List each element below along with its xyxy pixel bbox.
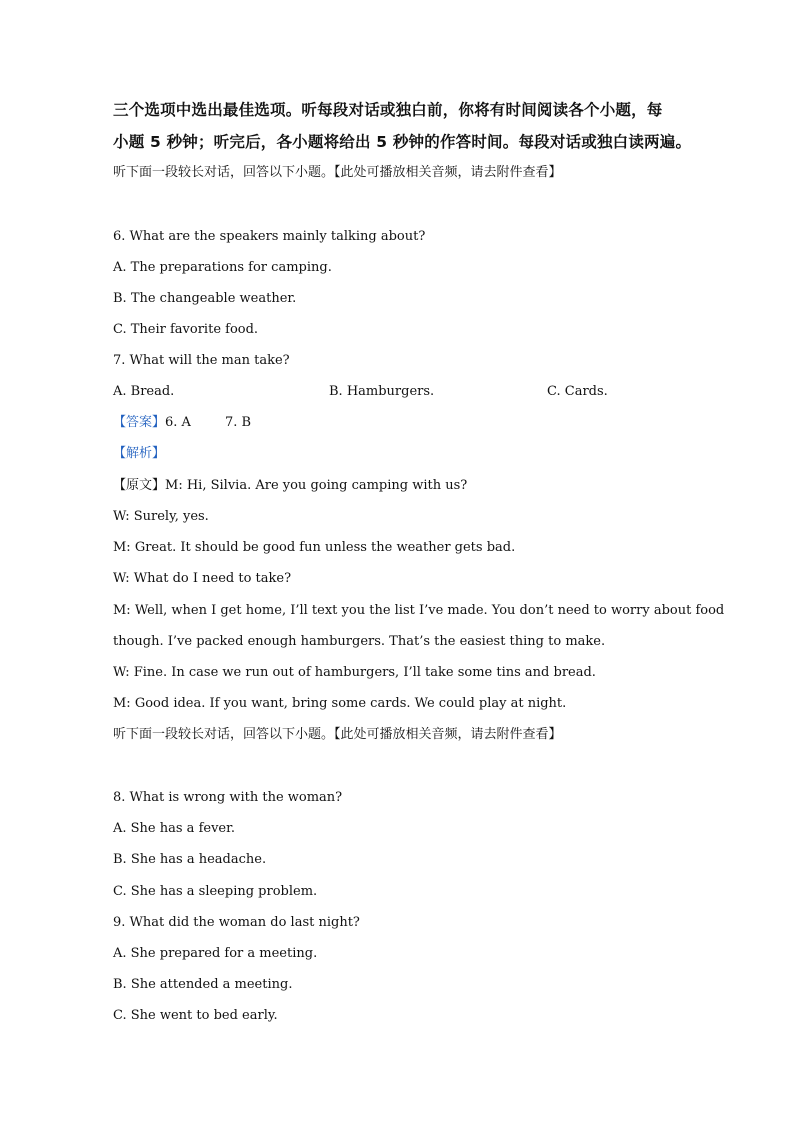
question-7-option-b: B. Hamburgers. — [329, 384, 435, 399]
transcript-line-6: though. I’ve packed enough hamburgers. That’s the easiest thing to make. — [113, 634, 606, 649]
question-9: 9. What did the woman do last night? — [113, 915, 360, 930]
intro-line-1: 三个选项中选出最佳选项。听每段对话或独白前，你将有时间阅读各个小题，每 — [113, 101, 663, 119]
question-7: 7. What will the man take? — [113, 353, 290, 368]
answer-6: 6. A — [165, 415, 191, 430]
question-9-option-a: A. She prepared for a meeting. — [113, 946, 318, 961]
transcript-tag: 【原文】 — [113, 478, 166, 493]
question-8-option-b: B. She has a headache. — [113, 852, 267, 867]
transcript-line-2: W: Surely, yes. — [113, 509, 209, 524]
answer-tag: 【答案】 — [113, 415, 166, 430]
question-7-option-c: C. Cards. — [547, 384, 608, 399]
transcript-text-1: M: Hi, Silvia. Are you going camping with us? — [165, 478, 468, 493]
transcript-line-3: M: Great. It should be good fun unless the weather gets bad. — [113, 540, 516, 555]
transcript-line-4: W: What do I need to take? — [113, 571, 292, 586]
analysis-tag: 【解析】 — [113, 446, 166, 461]
transcript-line-1 — [113, 477, 467, 495]
intro-line-2: 小题 5 秒钟；听完后，各小题将给出 5 秒钟的作答时间。每段对话或独白读两遍。 — [113, 133, 692, 151]
transcript-line-8: M: Good idea. If you want, bring some cards. We could play at night. — [113, 696, 567, 711]
question-9-option-c: C. She went to bed early. — [113, 1008, 278, 1023]
answer-line — [113, 414, 251, 432]
transcript-line-5: M: Well, when I get home, I’ll text you the list I’ve made. You don’t need to worry about food — [113, 603, 725, 618]
question-6-option-b: B. The changeable weather. — [113, 291, 297, 306]
question-8-option-c: C. She has a sleeping problem. — [113, 884, 318, 899]
analysis-line — [113, 445, 165, 463]
question-6: 6. What are the speakers mainly talking about? — [113, 229, 426, 244]
question-6-option-a: A. The preparations for camping. — [113, 260, 332, 275]
question-7-option-a: A. Bread. — [113, 384, 175, 399]
section-1-instruction: 听下面一段较长对话，回答以下小题。【此处可播放相关音频，请去附件查看】 — [113, 165, 562, 180]
question-8: 8. What is wrong with the woman? — [113, 790, 343, 805]
section-2-instruction: 听下面一段较长对话，回答以下小题。【此处可播放相关音频，请去附件查看】 — [113, 727, 562, 742]
answer-7: 7. B — [224, 415, 252, 430]
question-6-option-c: C. Their favorite food. — [113, 322, 259, 337]
transcript-line-7: W: Fine. In case we run out of hamburgers, I’ll take some tins and bread. — [113, 665, 596, 680]
question-9-option-b: B. She attended a meeting. — [113, 977, 293, 992]
question-8-option-a: A. She has a fever. — [113, 821, 236, 836]
